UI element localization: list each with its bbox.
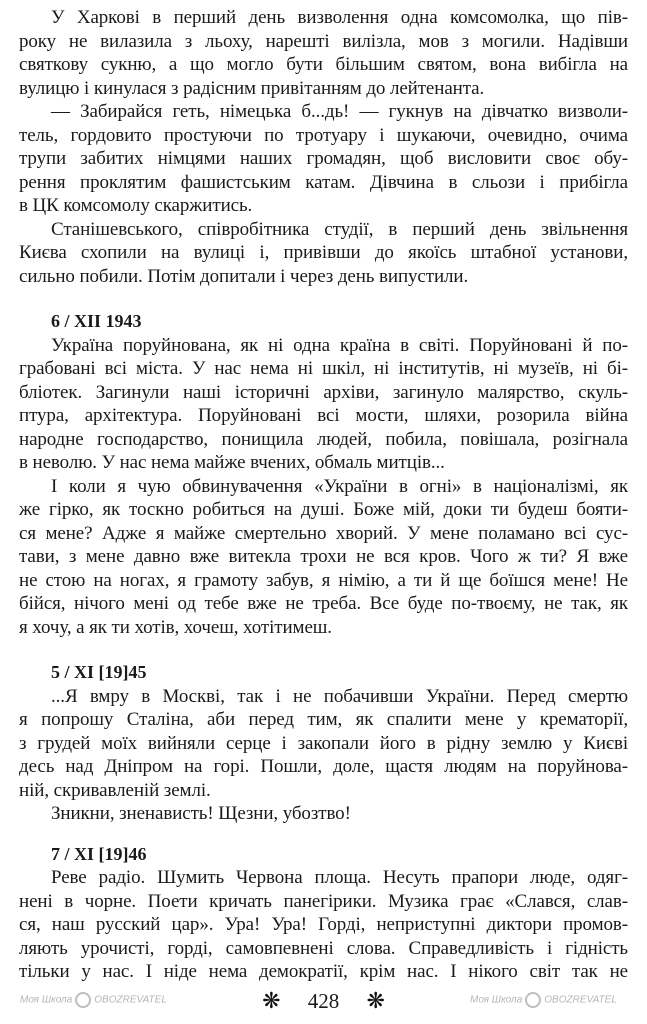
text-line: У Харкові в перший день визволення одна комсомолка, що пів- — [51, 7, 628, 28]
text-line: я попрошу Сталіна, аби перед тим, як спалити мене у крематорії, — [19, 709, 628, 730]
paragraph — [19, 100, 628, 218]
ornament-right-icon: ❋ — [366, 988, 385, 1014]
text-line: в ЦК комсомолу скаржитись. — [19, 195, 253, 216]
text-line: в неволю. У нас нема майже вчених, обмаль митців... — [19, 452, 445, 473]
text-line: тель, гордовито простуючи по тротуару і шукаючи, очевидно, очима — [19, 124, 628, 146]
watermark-brand: OBOZREVATEL — [544, 994, 617, 1006]
entry-date-heading: 7 / XI [19]46 — [51, 843, 147, 864]
text-line: ся мене? Адже я майже смертельно хворий. У мене поламано всі сус- — [19, 522, 628, 544]
text-line: Києва схопили на вулиці і, привівши до якоїсь штабної установи, — [19, 242, 628, 263]
text-line: Україна поруйнована, як ні одна країна в світі. Поруйновані й по- — [51, 334, 628, 356]
text-line: не стою на ногах, я грамоту забув, я німію, а ти й ще боїшся мене! Не — [19, 569, 628, 591]
text-line: з грудей моїх вийняли серце і закопали його в рідну землю у Києві — [19, 732, 628, 754]
paragraph — [19, 6, 628, 100]
text-line: святкову сукню, а що могло бути більшим святом, вона вибігла на — [19, 54, 628, 75]
text-line: я хочу, а як ти хотів, хочеш, хотітимеш. — [19, 616, 332, 638]
text-line: народне господарство, понищила людей, побила, повішала, розігнала — [19, 428, 628, 450]
ornament-left-icon: ❋ — [262, 988, 281, 1014]
paragraph — [19, 685, 628, 803]
text-line: бліотек. Загинули наші історичні архіви, загинуло малярство, скуль- — [19, 381, 628, 403]
text-line: року не вилазила з льоху, нарешті вилізла, мов з могили. Надівши — [19, 30, 628, 52]
text-line: тави, з мене давно вже витекла трохи не вся кров. Чого ж ти? Я вже — [19, 546, 628, 567]
text-line: І коли я чую обвинувачення «України в огні» в націоналізмі, як — [51, 475, 628, 497]
text-line: грабовані всі міста. У нас нема ні шкіл, ні інститутів, ні музеїв, ні бі- — [19, 358, 628, 379]
paragraph — [19, 334, 628, 475]
text-line: Реве радіо. Шумить Червона площа. Несуть прапори люде, одяг- — [51, 867, 628, 888]
text-line: десь над Дніпром на горі. Пошли, доле, щастя людям на поруйнова- — [19, 756, 628, 777]
text-line: птура, архітектура. Поруйновані всі мости, шляхи, розорила війна — [19, 405, 628, 426]
text-line: ляють урочисті, горді, самовпевнені слова. Справедливість і гідність — [19, 937, 628, 959]
text-line: трупи забитих німцями наших громадян, щоб висловити своє обу- — [19, 148, 628, 169]
paragraph — [19, 475, 628, 640]
text-line: вулицю і кинулася з радісним привітанням до лейтенанта. — [19, 77, 485, 99]
document-page — [19, 6, 628, 984]
text-line: бійся, нічого мені од тебе вже не треба. Все буде по-твоєму, не так, як — [19, 593, 628, 614]
entry-date-heading: 6 / XII 1943 — [51, 311, 142, 331]
watermark-brand: Моя Школа — [470, 994, 523, 1006]
text-line: нені в чорне. Поети кричать панегірики. Музика грає «Слався, слав- — [19, 890, 628, 912]
text-line: ся, наш русский цар». Ура! Ура! Горді, неприступні диктори промов- — [19, 914, 628, 935]
entry-date-heading: 5 / XI [19]45 — [51, 662, 147, 682]
text-line: рення проклятим фашистським катам. Дівчина в сльози і прибігла — [19, 171, 628, 193]
text-line: Зникни, зненависть! Щезни, убозтво! — [51, 803, 351, 824]
text-line: сильно побили. Потім допитали і через день випустили. — [19, 265, 469, 287]
text-line: же гірко, як тоскно робиться на душі. Боже мій, доки ти будеш бояти- — [19, 499, 628, 520]
text-line: тільки у нас. І ніде нема демократії, крім нас. І нікого світ так не — [19, 961, 628, 982]
page-number: 428 — [307, 989, 340, 1014]
paragraph — [19, 866, 628, 984]
paragraph — [19, 218, 628, 289]
text-line: — Забирайся геть, німецька б...дь! — гукнув на дівчатко визволи- — [51, 101, 628, 122]
text-line: ній, скривавленій землі. — [19, 779, 211, 801]
watermark-brand: OBOZREVATEL — [94, 994, 167, 1006]
text-line: ...Я вмру в Москві, так і не побачивши України. Перед смертю — [51, 685, 628, 707]
paragraph — [19, 802, 628, 826]
watermark-brand: Моя Школа — [20, 994, 73, 1006]
page-footer — [0, 984, 647, 1014]
text-line: Станішевського, співробітника студії, в перший день звільнення — [51, 218, 628, 240]
